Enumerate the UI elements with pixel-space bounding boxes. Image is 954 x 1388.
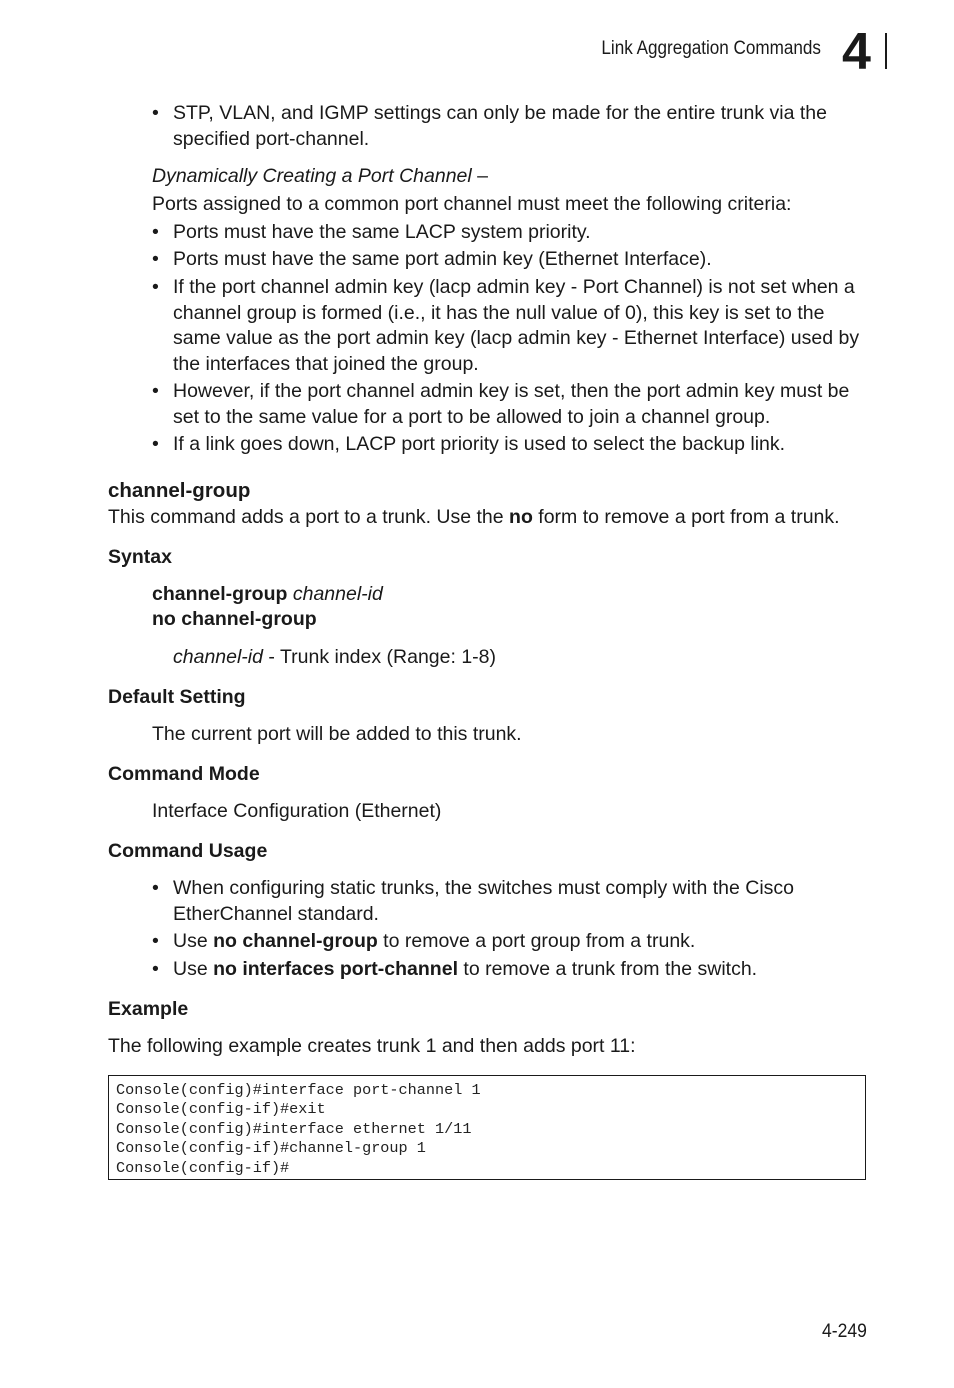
command-usage-heading: Command Usage xyxy=(108,840,268,862)
code-example: Console(config)#interface port-channel 1 Console(config-if)#exit Console(config)#interface ethernet 1/11 Console(config-if)#channel-group 1 Console(config-if)# xyxy=(116,1081,481,1177)
bullet-icon: • xyxy=(152,380,159,402)
parameter-description: channel-id - Trunk index (Range: 1-8) xyxy=(173,646,497,668)
command-mode-heading: Command Mode xyxy=(108,763,260,785)
chapter-number: 4 xyxy=(842,23,871,81)
example-lead: The following example creates trunk 1 and then adds port 11: xyxy=(108,1035,636,1057)
running-header-title: Link Aggregation Commands xyxy=(601,38,821,59)
list-item: • STP, VLAN, and IGMP settings can only be made for the entire trunk via the specified port-channel. xyxy=(152,102,827,150)
command-mode-text: Interface Configuration (Ethernet) xyxy=(152,800,442,822)
syntax-line: channel-group channel-id xyxy=(152,583,383,605)
command-title: channel-group xyxy=(108,479,251,502)
bullet-icon: • xyxy=(152,102,159,124)
page-number: 4-249 xyxy=(822,1320,867,1342)
command-description: This command adds a port to a trunk. Use the no form to remove a port from a trunk. xyxy=(108,506,840,528)
bullet-icon: • xyxy=(152,276,159,298)
syntax-line-no: no channel-group xyxy=(152,608,317,630)
list-item: • However, if the port channel admin key is set, then the port admin key must be set to the same value for a port to be allowed to join a channel group. xyxy=(152,380,850,428)
list-item: • When configuring static trunks, the switches must comply with the Cisco EtherChannel standard. xyxy=(152,877,794,925)
example-heading: Example xyxy=(108,998,189,1020)
bullet-icon: • xyxy=(152,433,159,455)
default-setting-text: The current port will be added to this trunk. xyxy=(152,723,522,745)
list-item: • Use no interfaces port-channel to remove a trunk from the switch. xyxy=(173,957,873,983)
chapter-tab-divider xyxy=(885,33,887,69)
bullet-icon: • xyxy=(152,958,159,980)
code-example-box xyxy=(108,1075,866,1180)
list-item: • If a link goes down, LACP port priority is used to select the backup link. xyxy=(173,432,873,458)
bullet-icon: • xyxy=(152,877,159,899)
list-item: • Use no channel-group to remove a port group from a trunk. xyxy=(173,929,873,955)
syntax-heading: Syntax xyxy=(108,546,172,568)
bullet-icon: • xyxy=(152,930,159,952)
list-item: • If the port channel admin key (lacp admin key - Port Channel) is not set when a channel group is formed (i.e., it has the null value of 0), this key is set to the same value as the port admin key (lacp admin key - Ethernet Interface) used by the interfaces that joined the group. xyxy=(152,276,860,375)
bullet-icon: • xyxy=(152,221,159,243)
default-setting-heading: Default Setting xyxy=(108,686,246,708)
criteria-lead: Ports assigned to a common port channel must meet the following criteria: xyxy=(152,193,792,215)
bullet-icon: • xyxy=(152,248,159,270)
subheading-dynamic: Dynamically Creating a Port Channel – xyxy=(152,165,488,187)
list-item: • Ports must have the same LACP system priority. xyxy=(173,220,873,246)
list-item: • Ports must have the same port admin key (Ethernet Interface). xyxy=(173,247,873,273)
